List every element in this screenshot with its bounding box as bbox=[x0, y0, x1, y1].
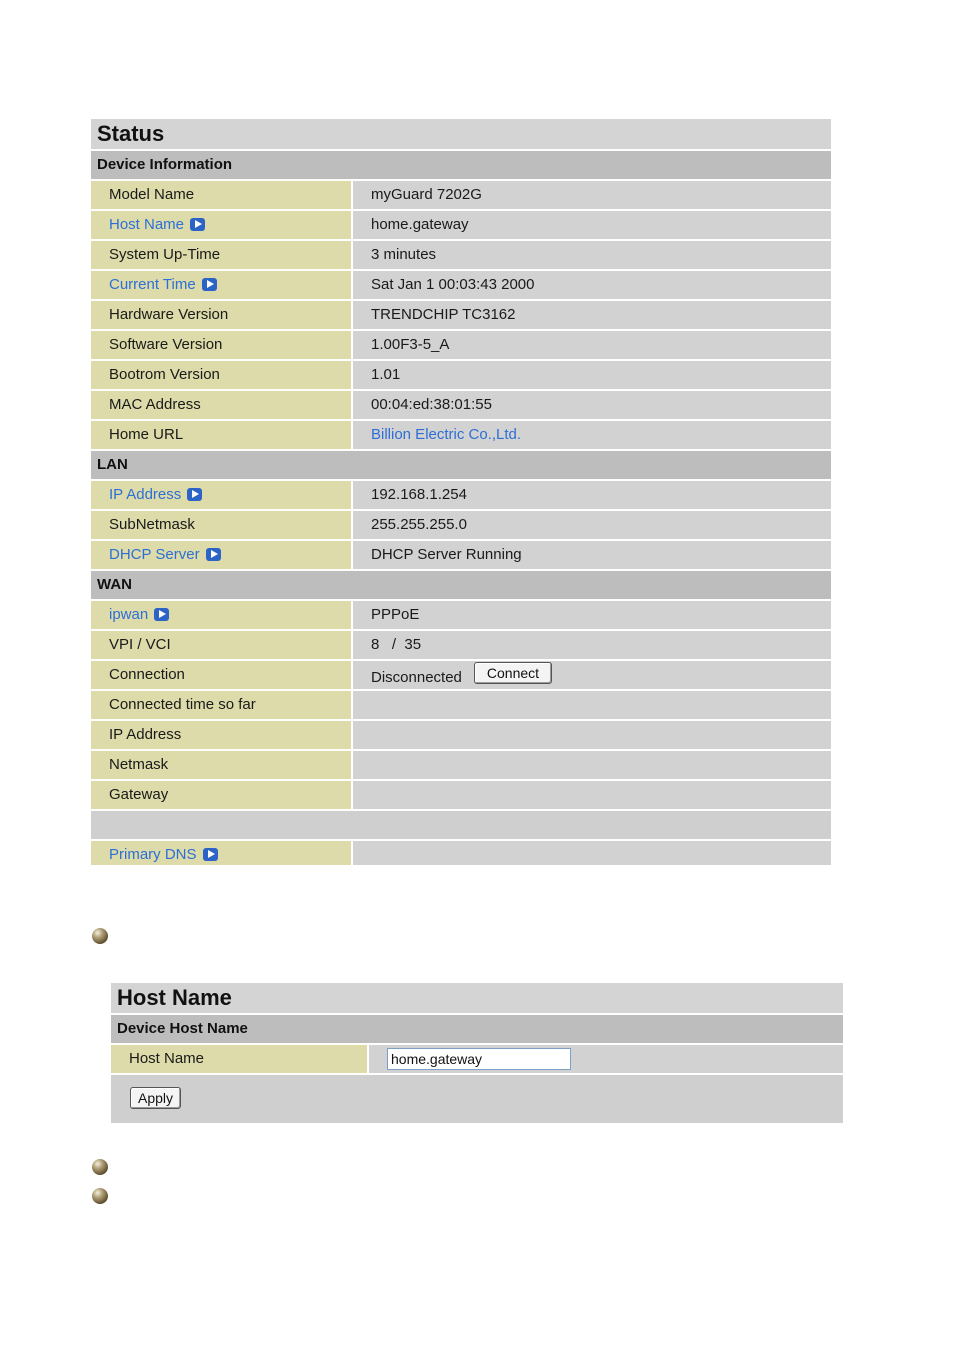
label-netmask: Netmask bbox=[91, 751, 353, 779]
arrow-right-icon[interactable] bbox=[203, 848, 218, 861]
bullet-icon bbox=[92, 1188, 108, 1204]
connection-status: Disconnected bbox=[371, 669, 462, 686]
row-host-name-field bbox=[111, 1045, 843, 1075]
link-dhcp-server[interactable] bbox=[91, 541, 353, 569]
label-connection: Connection bbox=[91, 661, 353, 689]
row-lan-ip-address bbox=[91, 481, 831, 511]
value-lan-ip-address: 192.168.1.254 bbox=[353, 481, 831, 509]
host-name-title: Host Name bbox=[111, 983, 843, 1015]
connect-button[interactable]: Connect bbox=[474, 662, 552, 684]
arrow-right-icon[interactable] bbox=[154, 608, 169, 621]
section-lan: LAN bbox=[91, 451, 831, 481]
row-connected-time bbox=[91, 691, 831, 721]
value-connected-time bbox=[353, 691, 831, 719]
label-system-uptime: System Up-Time bbox=[91, 241, 353, 269]
link-lan-ip-address-text[interactable]: IP Address bbox=[109, 486, 182, 503]
value-mac-address: 00:04:ed:38:01:55 bbox=[353, 391, 831, 419]
row-connection bbox=[91, 661, 831, 691]
link-home-url[interactable]: Billion Electric Co.,Ltd. bbox=[353, 421, 831, 449]
link-ipwan[interactable] bbox=[91, 601, 353, 629]
row-bootrom-version bbox=[91, 361, 831, 391]
host-name-panel bbox=[111, 983, 843, 1123]
value-wan-ip-address bbox=[353, 721, 831, 749]
link-ipwan-text[interactable]: ipwan bbox=[109, 606, 149, 623]
value-vpi-vci: 8 / 35 bbox=[353, 631, 831, 659]
row-subnetmask bbox=[91, 511, 831, 541]
row-vpi-vci bbox=[91, 631, 831, 661]
row-model-name bbox=[91, 181, 831, 211]
row-host-name bbox=[91, 211, 831, 241]
apply-area bbox=[111, 1075, 843, 1121]
value-primary-dns bbox=[353, 841, 831, 865]
link-dhcp-server-text[interactable]: DHCP Server bbox=[109, 546, 200, 563]
value-system-uptime: 3 minutes bbox=[353, 241, 831, 269]
link-host-name-text[interactable]: Host Name bbox=[109, 216, 185, 233]
label-connected-time: Connected time so far bbox=[91, 691, 353, 719]
label-host-name-field: Host Name bbox=[111, 1045, 369, 1073]
value-current-time: Sat Jan 1 00:03:43 2000 bbox=[353, 271, 831, 299]
link-host-name[interactable] bbox=[91, 211, 353, 239]
blank-row bbox=[91, 811, 831, 841]
apply-button[interactable]: Apply bbox=[130, 1087, 181, 1109]
value-hardware-version: TRENDCHIP TC3162 bbox=[353, 301, 831, 329]
row-software-version bbox=[91, 331, 831, 361]
status-title: Status bbox=[91, 119, 831, 151]
label-model-name: Model Name bbox=[91, 181, 353, 209]
label-mac-address: MAC Address bbox=[91, 391, 353, 419]
row-dhcp-server bbox=[91, 541, 831, 571]
arrow-right-icon[interactable] bbox=[202, 278, 217, 291]
row-mac-address bbox=[91, 391, 831, 421]
value-netmask bbox=[353, 751, 831, 779]
link-current-time-text[interactable]: Current Time bbox=[109, 276, 196, 293]
link-primary-dns-text[interactable]: Primary DNS bbox=[109, 846, 197, 863]
value-bootrom-version: 1.01 bbox=[353, 361, 831, 389]
link-primary-dns[interactable] bbox=[91, 841, 353, 865]
label-bootrom-version: Bootrom Version bbox=[91, 361, 353, 389]
row-netmask bbox=[91, 751, 831, 781]
value-host-name: home.gateway bbox=[353, 211, 831, 239]
label-hardware-version: Hardware Version bbox=[91, 301, 353, 329]
bullet-icon bbox=[92, 928, 108, 944]
link-lan-ip-address[interactable] bbox=[91, 481, 353, 509]
value-subnetmask: 255.255.255.0 bbox=[353, 511, 831, 539]
bullet-icon bbox=[92, 1159, 108, 1175]
value-model-name: myGuard 7202G bbox=[353, 181, 831, 209]
row-home-url bbox=[91, 421, 831, 451]
status-panel bbox=[91, 119, 831, 865]
arrow-right-icon[interactable] bbox=[190, 218, 205, 231]
label-home-url: Home URL bbox=[91, 421, 353, 449]
label-gateway: Gateway bbox=[91, 781, 353, 809]
row-system-uptime bbox=[91, 241, 831, 271]
row-ipwan bbox=[91, 601, 831, 631]
row-gateway bbox=[91, 781, 831, 811]
value-connection bbox=[353, 661, 831, 689]
row-current-time bbox=[91, 271, 831, 301]
value-host-name-field bbox=[369, 1045, 843, 1073]
value-software-version: 1.00F3-5_A bbox=[353, 331, 831, 359]
value-gateway bbox=[353, 781, 831, 809]
row-primary-dns bbox=[91, 841, 831, 865]
value-dhcp-server: DHCP Server Running bbox=[353, 541, 831, 569]
arrow-right-icon[interactable] bbox=[187, 488, 202, 501]
label-subnetmask: SubNetmask bbox=[91, 511, 353, 539]
row-wan-ip-address bbox=[91, 721, 831, 751]
section-wan: WAN bbox=[91, 571, 831, 601]
section-device-host-name: Device Host Name bbox=[111, 1015, 843, 1045]
link-current-time[interactable] bbox=[91, 271, 353, 299]
label-wan-ip-address: IP Address bbox=[91, 721, 353, 749]
section-device-information: Device Information bbox=[91, 151, 831, 181]
value-ipwan: PPPoE bbox=[353, 601, 831, 629]
label-software-version: Software Version bbox=[91, 331, 353, 359]
label-vpi-vci: VPI / VCI bbox=[91, 631, 353, 659]
arrow-right-icon[interactable] bbox=[206, 548, 221, 561]
row-hardware-version bbox=[91, 301, 831, 331]
host-name-input[interactable] bbox=[387, 1048, 571, 1070]
